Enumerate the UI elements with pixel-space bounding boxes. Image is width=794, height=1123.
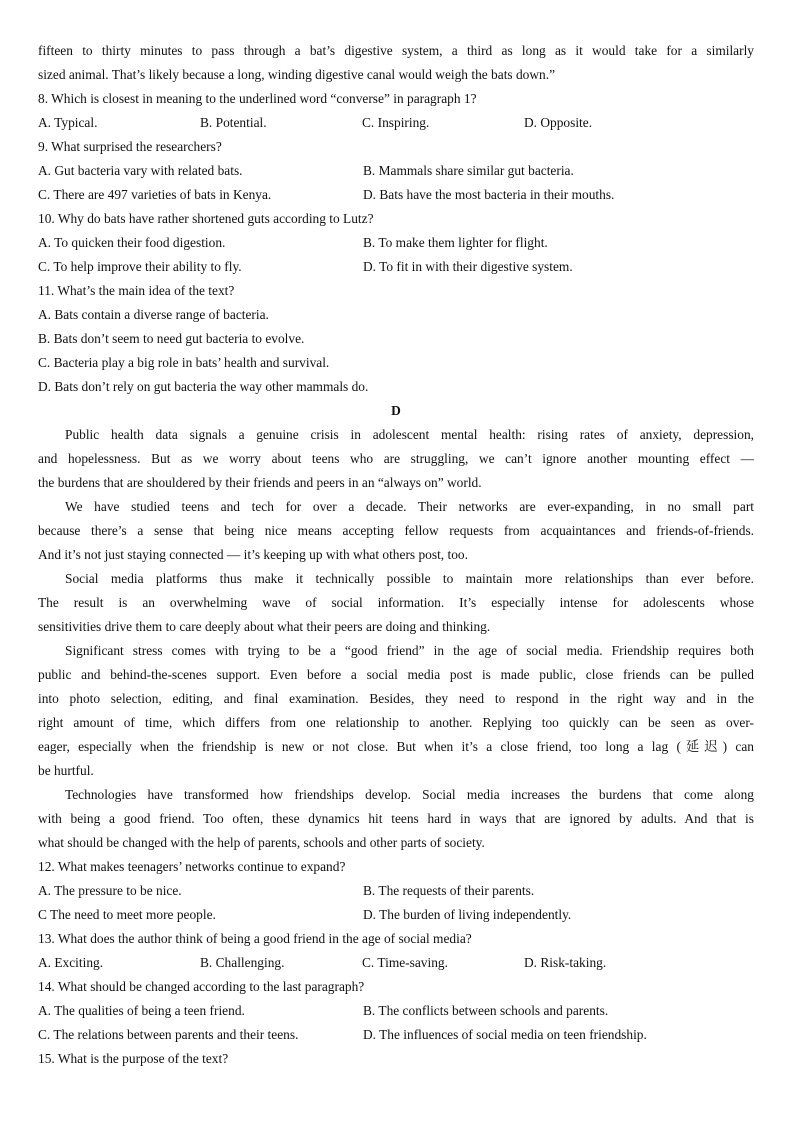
question-stem: 14. What should be changed according to the last paragraph? [38, 979, 365, 994]
question-stem: 13. What does the author think of being a good friend in the age of social media? [38, 931, 472, 946]
section-heading: D [391, 403, 401, 418]
option: A. Gut bacteria vary with related bats. [38, 163, 243, 178]
question-stem: 11. What’s the main idea of the text? [38, 283, 235, 298]
options-row [38, 999, 754, 1023]
option: A. The qualities of being a teen friend. [38, 1003, 245, 1018]
paragraph-line: Public health data signals a genuine crisis in adolescent mental health: rising rates of anxiety, depression, [65, 427, 754, 442]
option: C. To help improve their ability to fly. [38, 259, 242, 274]
option: D. Bats have the most bacteria in their mouths. [363, 187, 615, 202]
option: B. Mammals share similar gut bacteria. [363, 163, 574, 178]
options-row [38, 231, 754, 255]
option: B. The conflicts between schools and parents. [363, 1003, 609, 1018]
paragraph-line: because there’s a sense that being nice means accepting fellow requests from acquaintances and friends-of-friends. [38, 523, 754, 538]
option: D. To fit in with their digestive system. [363, 259, 573, 274]
question-stem: 10. Why do bats have rather shortened guts according to Lutz? [38, 211, 374, 226]
paragraph-line: and hopelessness. But as we worry about teens who are struggling, we can’t ignore another mounting effect — [38, 451, 754, 466]
option: B. Bats don’t seem to need gut bacteria to evolve. [38, 331, 305, 346]
paragraph-line: sensitivities drive them to care deeply about what their peers are doing and thinking. [38, 619, 491, 634]
options-row [38, 951, 754, 975]
option: C The need to meet more people. [38, 907, 216, 922]
paragraph-line: Technologies have transformed how friendships develop. Social media increases the burdens that come along [65, 787, 754, 802]
question-stem: 9. What surprised the researchers? [38, 139, 222, 154]
option: B. Potential. [200, 115, 267, 130]
option: D. Risk-taking. [524, 955, 607, 970]
paragraph-line: Social media platforms thus make it technically possible to maintain more relationships than ever before. [65, 571, 754, 586]
option: A. The pressure to be nice. [38, 883, 182, 898]
option: D. The influences of social media on teen friendship. [363, 1027, 647, 1042]
question-stem: 8. Which is closest in meaning to the underlined word “converse” in paragraph 1? [38, 91, 477, 106]
options-row [38, 1023, 754, 1047]
options-row [38, 879, 754, 903]
option: A. To quicken their food digestion. [38, 235, 226, 250]
paragraph-line: what should be changed with the help of parents, schools and other parts of society. [38, 835, 485, 850]
paragraph-line: public and behind-the-scenes support. Even before a social media post is made public, close friends can be pulled [38, 667, 754, 682]
option: D. Opposite. [524, 115, 593, 130]
options-row [38, 255, 754, 279]
question-stem: 12. What makes teenagers’ networks continue to expand? [38, 859, 346, 874]
paragraph-line: eager, especially when the friendship is new or not close. But when it’s a close friend, too long a lag (延迟) can [38, 739, 754, 754]
option: A. Exciting. [38, 955, 104, 970]
paragraph-line: And it’s not just staying connected — it’s keeping up with what others post, too. [38, 547, 468, 562]
option: C. Bacteria play a big role in bats’ health and survival. [38, 355, 330, 370]
options-row [38, 903, 754, 927]
option: C. There are 497 varieties of bats in Kenya. [38, 187, 272, 202]
passage-c-line: fifteen to thirty minutes to pass through a bat’s digestive system, a third as long as it would take for a similarly [38, 43, 754, 58]
paragraph-line: The result is an overwhelming wave of social information. It’s especially intense for adolescents whose [38, 595, 754, 610]
option: C. Inspiring. [362, 115, 430, 130]
option: B. To make them lighter for flight. [363, 235, 548, 250]
paragraph-line: with being a good friend. Too often, these dynamics hit teens hard in ways that are ignored by adults. And that is [38, 811, 754, 826]
paragraph-line: into photo selection, editing, and final examination. Besides, they need to respond in the right way and in the [38, 691, 754, 706]
page-content [38, 39, 754, 1071]
option: B. Challenging. [200, 955, 285, 970]
option: A. Bats contain a diverse range of bacteria. [38, 307, 269, 322]
options-row [38, 159, 754, 183]
paragraph-line: be hurtful. [38, 763, 94, 778]
paragraph-line: the burdens that are shouldered by their friends and peers in an “always on” world. [38, 475, 482, 490]
option: C. Time-saving. [362, 955, 448, 970]
option: C. The relations between parents and their teens. [38, 1027, 299, 1042]
paragraph-line: right amount of time, which differs from one relationship to another. Replying too quickly can be seen as over- [38, 715, 754, 730]
option: A. Typical. [38, 115, 98, 130]
option: B. The requests of their parents. [363, 883, 535, 898]
option: D. The burden of living independently. [363, 907, 572, 922]
question-stem: 15. What is the purpose of the text? [38, 1051, 229, 1066]
passage-c-line: sized animal. That’s likely because a long, winding digestive canal would weigh the bats down.” [38, 67, 556, 82]
paragraph-line: Significant stress comes with trying to be a “good friend” in the age of social media. Friendship requires both [65, 643, 754, 658]
option: D. Bats don’t rely on gut bacteria the way other mammals do. [38, 379, 369, 394]
options-row [38, 111, 754, 135]
options-row [38, 183, 754, 207]
paragraph-line: We have studied teens and tech for over a decade. Their networks are ever-expanding, in no small part [65, 499, 754, 514]
